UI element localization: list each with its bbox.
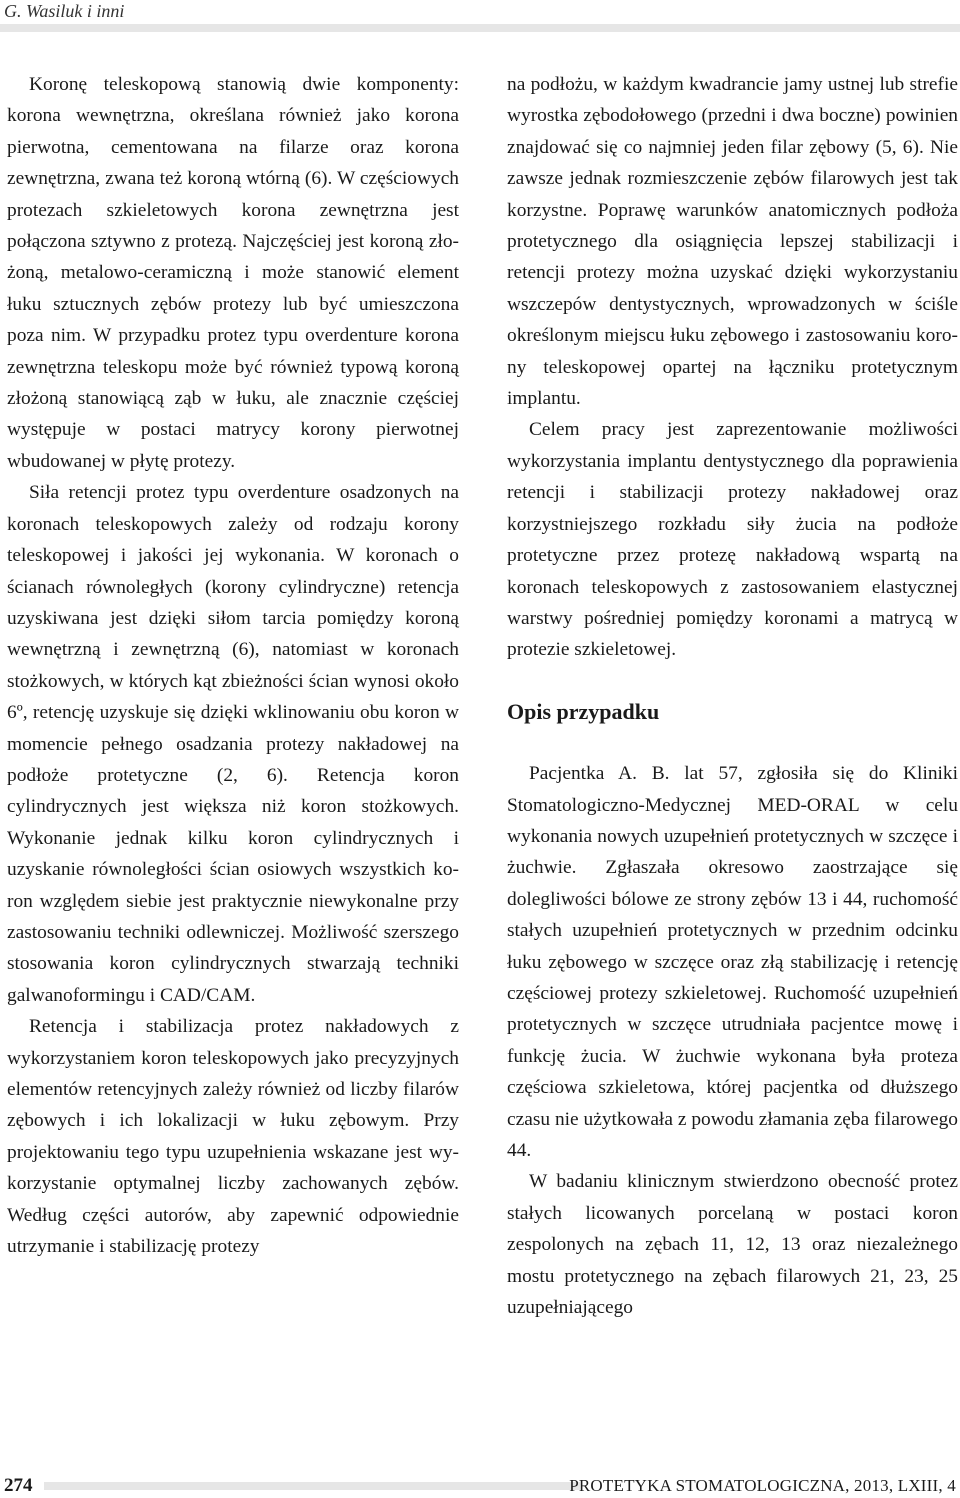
paragraph: na podłożu, w każdym kwadrancie jamy ustnej lub strefie wyrostka zębodołowego (przedni i dwa boczne) powinien znajdować się co najmniej jeden filar zębowy (5, 6). Nie zawsze jednak rozmieszczenie zębów filarowych jest tak korzystne. Poprawę warunków anatomicznych podłoża protetycznego dla osiągnięcia lepszej stabilizacji i retencji protezy można uzyskać dzięki wykorzystaniu wszczepów dentystycznych, wprowadzonych w ściśle określonym miejscu łuku zębowego i zastosowaniu korony teleskopowej opartej na łączniku protetycznym implantu. xyxy=(507,74,958,410)
right-column xyxy=(507,69,958,1323)
page-number: 274 xyxy=(4,1475,33,1496)
section-heading: Opis przypadku xyxy=(507,698,660,724)
running-header xyxy=(0,0,960,26)
paragraph: Pacjentka A. B. lat 57, zgłosiła się do Kliniki Stomatologiczno-Medycznej MED-ORAL w celu wykonania nowych uzupełnień protetycznych w szczęce i żuchwie. Zgłaszała okresowo zaostrzające się dolegliwości bólowe ze strony zębów 13 i 44, ruchomość stałych uzupełnień protetycznych w przednim odcinku łuku zębowego w szczęce oraz złą stabilizację i retencję częściowej protezy szkieletowej. Ruchomość uzupełnień protetycznych w szczęce utrudniała pacjentce mowę i funkcję żucia. W żuchwie wykonana była proteza częściowa szkieletowa, której pacjentka od dłuższego czasu nie użytkowała z powodu złamania zęba filarowego 44. xyxy=(507,763,958,1161)
paragraph: W badaniu klinicznym stwierdzono obecność protez stałych licowanych porcelaną w postaci koron zespolonych na zębach 11, 12, 13 oraz niezależnego mostu protetycznego na zębach filarowych 21, 23, 25 uzupełniającego xyxy=(507,1171,958,1319)
left-column xyxy=(7,69,459,1262)
footer-rule xyxy=(44,1482,580,1490)
paragraph: Siła retencji protez typu overdenture osadzonych na koronach teleskopowych zależy od rodzaju korony teleskopowej i jakości jej wykonania. W koronach o ścianach równoległych (korony cylindryczne) retencja uzyskiwana jest dzięki siłom tarcia pomiędzy koroną wewnętrzną i zewnętrzną (6), natomiast w koronach stożkowych, w których kąt zbieżności ścian wynosi około 6º, retencję uzyskuje się dzięki wklinowaniu obu koron w momencie pełnego osadzania protezy nakładowej na podłoże protetyczne (2, 6). Retencja koron cylindrycznych jest większa niż koron stożkowych. Wykonanie jednak kilku koron cylindrycznych i uzyskanie równoległości ścian osiowych wszystkich koron względem siebie jest praktycznie niewykonalne przy zastosowaniu techniki odlewniczej. Możliwość szerszego stosowania koron cylindrycznych stwarzają techniki galwanoformingu i CAD/CAM. xyxy=(7,482,459,1006)
paragraph: Retencja i stabilizacja protez nakładowych z wykorzystaniem koron teleskopowych jako precyzyjnych elementów retencyjnych zależy również od liczby filarów zębowych i ich lokalizacji w łuku zębowym. Przy projektowaniu tego typu uzupełnienia wskazane jest wykorzystanie optymalnej liczby zachowanych zębów. Według części autorów, aby zapewnić odpowiednie utrzymanie i stabilizację protezy xyxy=(7,1016,459,1258)
page-footer xyxy=(0,1474,960,1498)
header-author: G. Wasiluk i inni xyxy=(4,1,125,21)
paragraph: Koronę teleskopową stanowią dwie komponenty: korona wewnętrzna, określana również jako korona pierwotna, cementowana na filarze oraz korona zewnętrzna, zwana też koroną wtórną (6). W częściowych protezach szkieletowych korona zewnętrzna jest połączona sztywno z protezą. Najczęściej jest koroną złożoną, metalowo-ceramiczną i może stanowić element łuku sztucznych zębów protezy lub być umieszczona poza nim. W przypadku protez typu overdenture korona zewnętrzna teleskopu może być również typową koroną złożoną stanowiącą ząb w łuku, ale znacznie częściej występuje w postaci matrycy korony pierwotnej wbudowanej w płytę protezy. xyxy=(7,74,459,472)
journal-citation: PROTETYKA STOMATOLOGICZNA, 2013, LXIII, 4 xyxy=(569,1476,956,1495)
header-rule xyxy=(0,24,960,32)
paragraph: Celem pracy jest zaprezentowanie możliwości wykorzystania implantu dentystycznego dla poprawienia retencji i stabilizacji protezy nakładowej oraz korzystniejszego rozkładu siły żucia na podłoże protetyczne przez protezę nakładową wspartą na koronach teleskopowych z zastosowaniem elastycznej warstwy pośredniej pomiędzy koronami a matrycą w protezie szkieletowej. xyxy=(507,419,958,661)
